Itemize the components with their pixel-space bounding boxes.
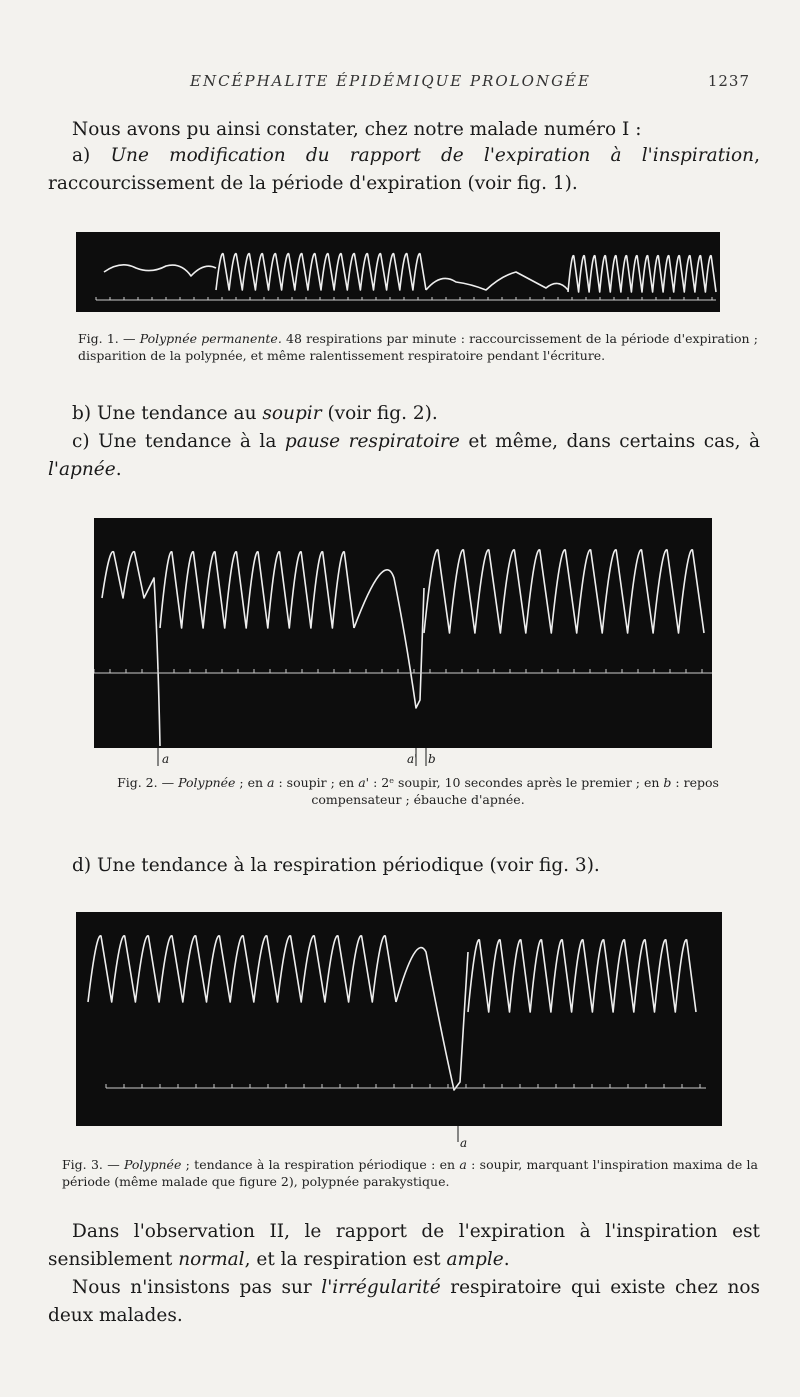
figure-1-slow-breath-trace [104, 265, 216, 276]
figure-3-svg [76, 912, 722, 1126]
figure-2-svg [94, 518, 712, 748]
figure-3-polypnea-trace-1 [88, 936, 396, 1002]
figure-3-sigh-trace [396, 948, 468, 1090]
page-number: 1237 [707, 72, 750, 90]
figure-2-first-sigh-trace [102, 552, 160, 746]
figure-2-marker-b: b [428, 752, 436, 766]
running-title: ENCÉPHALITE ÉPIDÉMIQUE PROLONGÉE [190, 72, 591, 90]
figure-2-second-sigh-trace [354, 570, 424, 708]
figure-3-marker-line [76, 1126, 722, 1146]
intro-paragraph: Nous avons pu ainsi constater, chez notre malade numéro I : [72, 119, 642, 140]
figure-2-caption: Fig. 2. — Polypnée ; en a : soupir ; en a' : 2ᵉ soupir, 10 secondes après le premier ; en b : repos compensateur ; ébauche d'apnée. [117, 775, 719, 807]
running-header [190, 72, 750, 90]
figure-2-polypnea-trace-2 [424, 550, 704, 633]
figure-3-trace [76, 912, 722, 1126]
figure-2-marker-a: a [162, 752, 170, 766]
closing-paragraph: Nous n'insistons pas sur l'irrégularité respiratoire qui existe chez nos deux malades. [48, 1277, 761, 1326]
figure-1-polypnea-trace-2 [568, 256, 716, 292]
item-c-paragraph: c) Une tendance à la pause respiratoire et même, dans certains cas, à l'apnée. [48, 431, 761, 480]
figure-3-time-baseline [106, 1084, 706, 1088]
figure-2-time-baseline [94, 669, 712, 673]
figure-1-svg [76, 232, 720, 312]
figure-1-trace [76, 232, 720, 312]
figure-1-polypnea-trace-1 [216, 254, 426, 290]
figure-3-caption: Fig. 3. — Polypnée ; tendance à la respiration périodique : en a : soupir, marquant l'inspiration maxima de la période (même malade que figure 2), polypnée parakystique. [62, 1157, 759, 1189]
figure-3-polypnea-trace-2 [468, 940, 696, 1012]
figure-1-caption: Fig. 1. — Polypnée permanente. 48 respirations par minute : raccourcissement de la période d'expiration ; disparition de la polypnée, et même ralentissement respiratoire pendant l'écriture. [78, 331, 758, 363]
observation-paragraph: Dans l'observation II, le rapport de l'expiration à l'inspiration est sensiblement normal, et la respiration est ample. [48, 1221, 760, 1270]
figure-1-writing-trace [426, 272, 568, 290]
item-b-paragraph: b) Une tendance au soupir (voir fig. 2). [72, 403, 438, 424]
item-d-paragraph: d) Une tendance à la respiration périodique (voir fig. 3). [72, 855, 600, 876]
figure-2-marker-a-prime: a' [407, 752, 418, 766]
figure-2-trace [94, 518, 712, 748]
item-a-paragraph: a) Une modification du rapport de l'expiration à l'inspiration, raccourcissement de la période d'expiration (voir fig. 1). [48, 145, 760, 194]
figure-2-marker-lines [94, 748, 712, 768]
figure-1-time-baseline [96, 297, 716, 300]
figure-3-marker-a: a [460, 1136, 468, 1150]
figure-2-polypnea-trace-1 [160, 552, 354, 628]
